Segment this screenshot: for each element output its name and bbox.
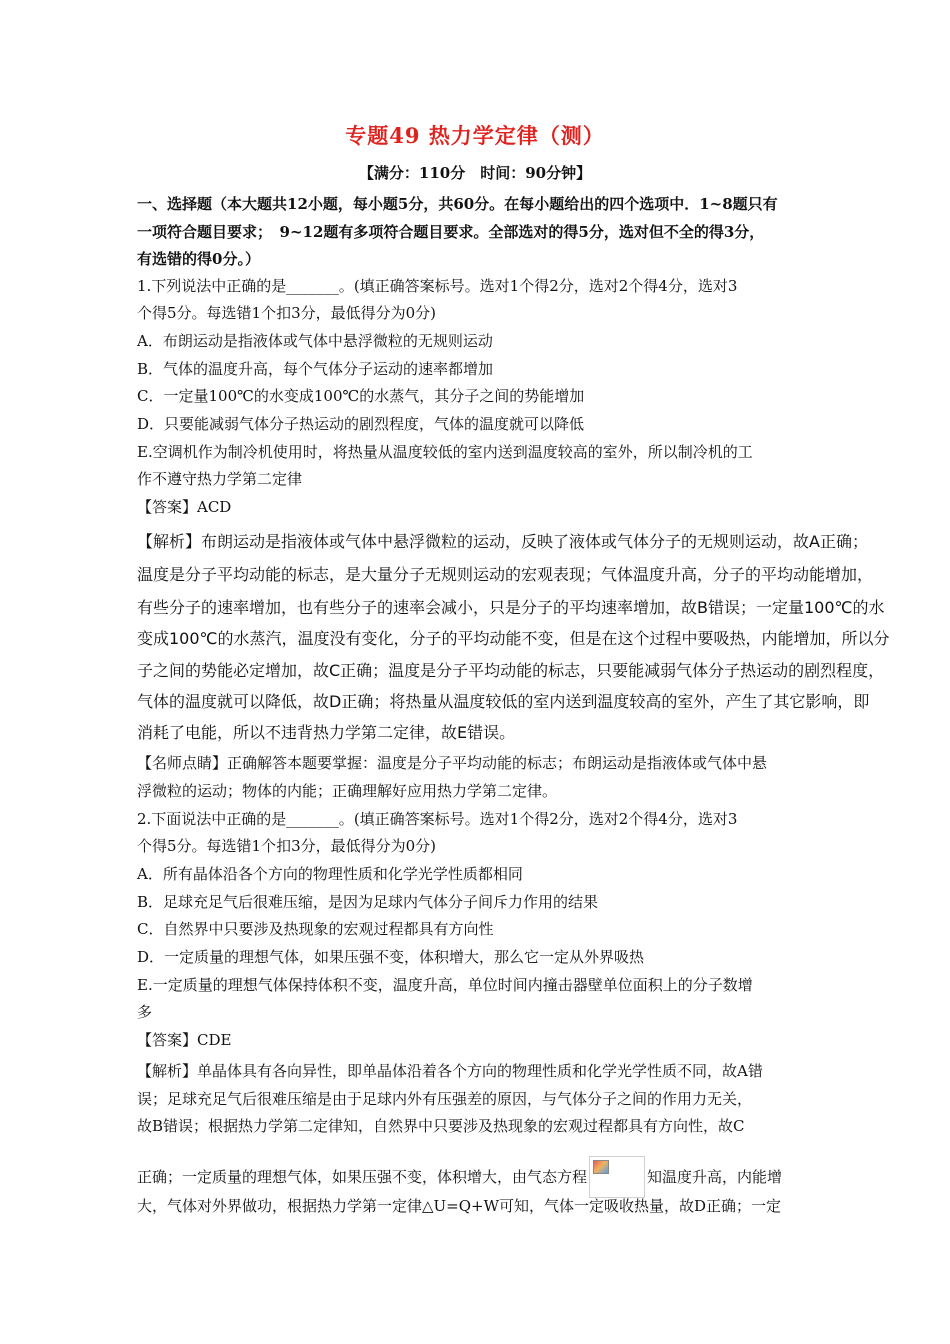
q1-option-e-line-2: 作不遵守热力学第二定律 [137,470,303,488]
q2-stem-line-2: 个得5分。每选错1个扣3分，最低得分为0分) [137,837,437,855]
q1-stem-line-2: 个得5分。每选错1个扣3分，最低得分为0分) [137,304,437,322]
q1-option-e-line-1: E.空调机作为制冷机使用时，将热量从温度较低的室内送到温度较高的室外，所以制冷机的工 [137,443,753,461]
q1-answer: 【答案】ACD [137,498,232,516]
score-time-info: 【满分：110分 时间：90分钟】 [358,164,592,182]
q2-analysis-line-2: 误；足球充足气后很难压缩是由于足球内外有压强差的原因，与气体分子之间的作用力无关， [137,1090,753,1108]
q2-analysis-line-4 [137,1156,782,1198]
q2-option-c: C．自然界中只要涉及热现象的宏观过程都具有方向性 [137,920,494,938]
q1-analysis-line-4: 变成100℃的水蒸汽，温度没有变化，分子的平均动能不变，但是在这个过程中要吸热，内能增加，所以分 [137,629,890,648]
q1-analysis-line-6: 气体的温度就可以降低，故D正确；将热量从温度较低的室内送到温度较高的室外，产生了其它影响，即 [137,692,870,711]
q2-analysis-line-3: 故B错误；根据热力学第二定律知，自然界中只要涉及热现象的宏观过程都具有方向性，故C [137,1117,745,1135]
q2-option-d: D．一定质量的理想气体，如果压强不变，体积增大，那么它一定从外界吸热 [137,948,645,966]
q1-tip-line-2: 浮微粒的运动；物体的内能；正确理解好应用热力学第二定律。 [137,782,558,800]
q2-stem-line-1: 2.下面说法中正确的是_______。(填正确答案标号。选对1个得2分，选对2个得4分，选对3 [137,810,738,828]
q1-analysis-line-1: 【解析】布朗运动是指液体或气体中悬浮微粒的运动，反映了液体或气体分子的无规则运动，故A正确； [137,532,868,551]
q1-analysis-line-5: 子之间的势能必定增加，故C正确；温度是分子平均动能的标志，只要能减弱气体分子热运动的剧烈程度， [137,661,885,680]
q1-option-a: A．布朗运动是指液体或气体中悬浮微粒的无规则运动 [137,332,493,350]
q1-analysis-line-2: 温度是分子平均动能的标志，是大量分子无规则运动的宏观表现；气体温度升高，分子的平均动能增加， [137,565,874,584]
q2-analysis-text-before-formula: 正确；一定质量的理想气体，如果压强不变，体积增大，由气态方程 [137,1168,588,1186]
section-instructions-line-3: 有选错的得0分。） [137,250,260,268]
q2-analysis-line-1: 【解析】单晶体具有各向异性，即单晶体沿着各个方向的物理性质和化学光学性质不同，故A错 [137,1062,763,1080]
q1-option-b: B．气体的温度升高，每个气体分子运动的速率都增加 [137,360,494,378]
q1-option-c: C．一定量100℃的水变成100℃的水蒸气，其分子之间的势能增加 [137,387,585,405]
q2-option-b: B．足球充足气后很难压缩，是因为足球内气体分子间斥力作用的结果 [137,893,599,911]
q2-analysis-line-5: 大，气体对外界做功，根据热力学第一定律△U=Q+W可知，气体一定吸收热量，故D正确；一定 [137,1197,782,1215]
section-instructions-line-2: 一项符合题目要求； 9~12题有多项符合题目要求。全部选对的得5分，选对但不全的得3分， [137,223,765,241]
q2-option-e-line-2: 多 [137,1003,153,1021]
q2-option-a: A．所有晶体沿各个方向的物理性质和化学光学性质都相同 [137,865,523,883]
broken-image-icon [593,1160,609,1174]
q2-analysis-text-after-formula: 知温度升高，内能增 [647,1168,783,1186]
q2-answer: 【答案】CDE [137,1031,232,1049]
q1-analysis-line-3: 有些分子的速率增加，也有些分子的速率会减小，只是分子的平均速率增加，故B错误；一定量100℃的水 [137,598,885,617]
q1-analysis-line-7: 消耗了电能，所以不违背热力学第二定律，故E错误。 [137,723,516,742]
section-instructions-line-1: 一、选择题（本大题共12小题，每小题5分，共60分。在每小题给出的四个选项中．1~8题只有 [137,195,778,213]
q1-option-d: D．只要能减弱气体分子热运动的剧烈程度，气体的温度就可以降低 [137,415,585,433]
q1-stem-line-1: 1.下列说法中正确的是_______。(填正确答案标号。选对1个得2分，选对2个得4分，选对3 [137,277,738,295]
q2-option-e-line-1: E.一定质量的理想气体保持体积不变，温度升高，单位时间内撞击器壁单位面积上的分子数增 [137,976,753,994]
page-title: 专题49 热力学定律（测） [345,123,605,148]
q1-tip-line-1: 【名师点睛】正确解答本题要掌握：温度是分子平均动能的标志；布朗运动是指液体或气体中悬 [137,754,768,772]
formula-image [589,1156,645,1198]
